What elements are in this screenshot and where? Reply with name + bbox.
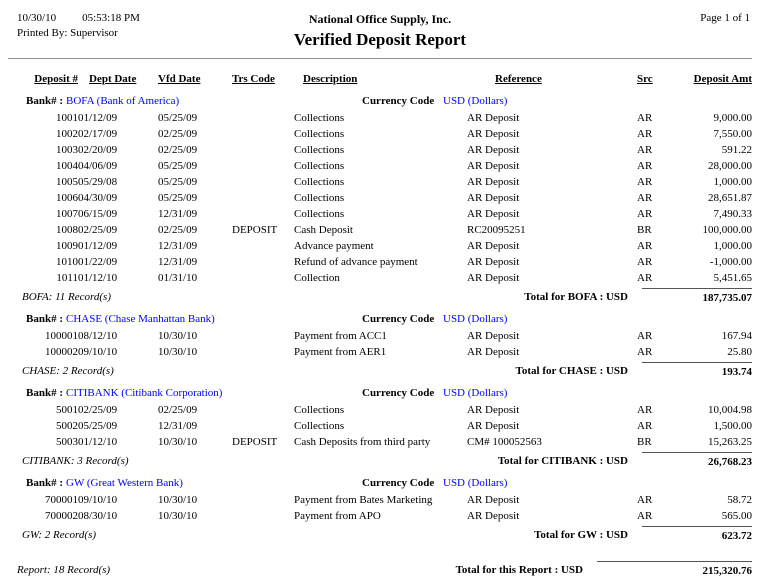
trs-code-cell xyxy=(232,206,294,222)
bank-subtotal-row xyxy=(8,452,752,471)
report-total-row xyxy=(8,561,752,580)
reference-cell: AR Deposit xyxy=(467,272,520,284)
bank-number-label: Bank# : xyxy=(26,387,63,399)
description-cell: Payment from AER1 xyxy=(294,346,387,358)
deposit-row xyxy=(8,126,752,142)
trs-code-cell xyxy=(232,418,294,434)
currency-code-value: USD (Dollars) xyxy=(443,95,508,107)
bank-number-label: Bank# : xyxy=(26,313,63,325)
trs-code-cell xyxy=(232,344,294,360)
vfd-date-cell: 10/30/10 xyxy=(158,330,198,342)
trs-code-cell xyxy=(232,508,294,524)
source-cell: BR xyxy=(637,224,652,236)
vfd-date-cell: 12/31/09 xyxy=(158,420,198,432)
description-cell: Collections xyxy=(294,176,345,188)
deposit-row xyxy=(8,344,752,360)
report-title: Verified Deposit Report xyxy=(293,30,467,49)
deposit-number-cell: 1004 xyxy=(56,160,78,172)
dept-date-cell: 04/30/09 xyxy=(78,192,118,204)
deposit-row xyxy=(8,222,752,238)
column-header-row xyxy=(8,72,752,90)
vfd-date-cell: 02/25/09 xyxy=(158,144,198,156)
deposit-row xyxy=(8,158,752,174)
dept-date-cell: 09/10/10 xyxy=(78,346,118,358)
bank-name: GW (Great Western Bank) xyxy=(66,477,183,489)
reference-cell: AR Deposit xyxy=(467,256,520,268)
deposit-number-cell: 700001 xyxy=(45,494,78,506)
source-cell: AR xyxy=(637,160,653,172)
currency-code-label: Currency Code xyxy=(362,313,435,325)
deposit-row xyxy=(8,328,752,344)
deposit-row xyxy=(8,434,752,450)
reference-cell: AR Deposit xyxy=(467,208,520,220)
source-cell: BR xyxy=(637,436,652,448)
deposit-row xyxy=(8,418,752,434)
deposit-row xyxy=(8,270,752,286)
amount-cell: -1,000.00 xyxy=(709,256,752,268)
amount-cell: 58.72 xyxy=(727,494,752,506)
vfd-date-cell: 10/30/10 xyxy=(158,510,198,522)
dept-date-cell: 04/06/09 xyxy=(78,160,118,172)
trs-code-cell xyxy=(232,254,294,270)
trs-code-cell xyxy=(232,492,294,508)
description-cell: Cash Deposits from third party xyxy=(294,436,431,448)
print-date: 10/30/10 xyxy=(17,12,57,24)
bank-total-label: Total for GW : USD xyxy=(534,529,628,541)
bank-record-count: BOFA: 11 Record(s) xyxy=(22,291,111,303)
vfd-date-cell: 05/25/09 xyxy=(158,112,198,124)
bank-subtotal-row xyxy=(8,362,752,381)
description-cell: Collections xyxy=(294,404,345,416)
bank-total-amount: 623.72 xyxy=(642,526,752,545)
dept-date-cell: 08/12/10 xyxy=(78,330,118,342)
amount-cell: 100,000.00 xyxy=(702,224,752,236)
trs-code-cell xyxy=(232,238,294,254)
vfd-date-cell: 12/31/09 xyxy=(158,240,198,252)
description-cell: Collections xyxy=(294,420,345,432)
source-cell: AR xyxy=(637,272,653,284)
trs-code-cell xyxy=(232,142,294,158)
bank-sections xyxy=(8,93,752,545)
vfd-date-cell: 10/30/10 xyxy=(158,494,198,506)
reference-cell: AR Deposit xyxy=(467,176,520,188)
column-header-deposit-num: Deposit # xyxy=(34,73,78,85)
amount-cell: 591.22 xyxy=(721,144,752,156)
amount-cell: 28,651.87 xyxy=(708,192,752,204)
deposit-row xyxy=(8,238,752,254)
amount-cell: 25.80 xyxy=(727,346,752,358)
description-cell: Collections xyxy=(294,128,345,140)
currency-code-label: Currency Code xyxy=(362,387,435,399)
bank-total-label: Total for BOFA : USD xyxy=(524,291,628,303)
deposit-number-cell: 5002 xyxy=(56,420,78,432)
company-name: National Office Supply, Inc. xyxy=(308,12,452,26)
description-cell: Payment from ACC1 xyxy=(294,330,387,342)
reference-cell: AR Deposit xyxy=(467,510,520,522)
reference-cell: AR Deposit xyxy=(467,494,520,506)
currency-code-label: Currency Code xyxy=(362,95,435,107)
source-cell: AR xyxy=(637,192,653,204)
trs-code-cell xyxy=(232,110,294,126)
deposit-row xyxy=(8,492,752,508)
bank-header-row xyxy=(8,311,752,328)
bank-total-amount: 26,768.23 xyxy=(642,452,752,471)
description-cell: Collections xyxy=(294,192,345,204)
deposit-number-cell: 5003 xyxy=(56,436,78,448)
source-cell: AR xyxy=(637,420,653,432)
deposit-number-cell: 100002 xyxy=(45,346,78,358)
deposit-row xyxy=(8,206,752,222)
page-number: Page 1 of 1 xyxy=(700,12,750,24)
vfd-date-cell: 05/25/09 xyxy=(158,176,198,188)
report-total-label: Total for this Report : USD xyxy=(455,564,583,576)
bank-record-count: GW: 2 Record(s) xyxy=(22,529,97,541)
amount-cell: 7,490.33 xyxy=(713,208,752,220)
dept-date-cell: 05/29/08 xyxy=(78,176,118,188)
deposit-number-cell: 1010 xyxy=(56,256,78,268)
deposit-number-cell: 1007 xyxy=(56,208,78,220)
dept-date-cell: 05/25/09 xyxy=(78,420,118,432)
amount-cell: 1,500.00 xyxy=(713,420,752,432)
deposit-number-cell: 1003 xyxy=(56,144,78,156)
source-cell: AR xyxy=(637,208,653,220)
print-time: 05:53:18 PM xyxy=(82,12,140,24)
vfd-date-cell: 10/30/10 xyxy=(158,436,198,448)
source-cell: AR xyxy=(637,404,653,416)
reference-cell: AR Deposit xyxy=(467,240,520,252)
bank-total-label: Total for CITIBANK : USD xyxy=(497,455,628,467)
deposit-number-cell: 1001 xyxy=(56,112,78,124)
deposit-number-cell: 1005 xyxy=(56,176,78,188)
amount-cell: 9,000.00 xyxy=(713,112,752,124)
column-header-dept-date: Dept Date xyxy=(89,73,137,85)
column-header-src: Src xyxy=(637,73,653,85)
dept-date-cell: 08/30/10 xyxy=(78,510,118,522)
deposit-row xyxy=(8,174,752,190)
trs-code-cell xyxy=(232,402,294,418)
trs-code-cell: DEPOSIT xyxy=(232,436,278,448)
source-cell: AR xyxy=(637,330,653,342)
dept-date-cell: 02/25/09 xyxy=(78,224,118,236)
header-divider xyxy=(8,58,752,59)
bank-rows xyxy=(8,110,752,286)
reference-cell: AR Deposit xyxy=(467,420,520,432)
currency-code-label: Currency Code xyxy=(362,477,435,489)
reference-cell: AR Deposit xyxy=(467,346,520,358)
deposit-number-cell: 100001 xyxy=(45,330,78,342)
description-cell: Advance payment xyxy=(294,240,374,252)
source-cell: AR xyxy=(637,256,653,268)
currency-code-value: USD (Dollars) xyxy=(443,387,508,399)
vfd-date-cell: 12/31/09 xyxy=(158,208,198,220)
bank-subtotal-row xyxy=(8,288,752,307)
description-cell: Payment from Bates Marketing xyxy=(294,494,433,506)
printed-by: Printed By: Supervisor xyxy=(17,27,118,39)
bank-total-label: Total for CHASE : USD xyxy=(515,365,628,377)
amount-cell: 5,451.65 xyxy=(713,272,752,284)
description-cell: Collections xyxy=(294,208,345,220)
amount-cell: 167.94 xyxy=(721,330,752,342)
reference-cell: AR Deposit xyxy=(467,192,520,204)
bank-header-row xyxy=(8,475,752,492)
dept-date-cell: 01/12/10 xyxy=(78,436,118,448)
source-cell: AR xyxy=(637,144,653,156)
source-cell: AR xyxy=(637,494,653,506)
vfd-date-cell: 02/25/09 xyxy=(158,404,198,416)
vfd-date-cell: 10/30/10 xyxy=(158,346,198,358)
vfd-date-cell: 12/31/09 xyxy=(158,256,198,268)
trs-code-cell xyxy=(232,126,294,142)
deposit-row xyxy=(8,142,752,158)
vfd-date-cell: 05/25/09 xyxy=(158,192,198,204)
bank-header-row xyxy=(8,93,752,110)
amount-cell: 1,000.00 xyxy=(713,240,752,252)
bank-header-row xyxy=(8,385,752,402)
reference-cell: AR Deposit xyxy=(467,112,520,124)
deposit-number-cell: 1011 xyxy=(56,272,78,284)
amount-cell: 28,000.00 xyxy=(708,160,752,172)
amount-cell: 7,550.00 xyxy=(713,128,752,140)
dept-date-cell: 01/22/09 xyxy=(78,256,118,268)
bank-name: CITIBANK (Citibank Corporation) xyxy=(66,387,223,399)
description-cell: Payment from APO xyxy=(294,510,381,522)
bank-name: CHASE (Chase Manhattan Bank) xyxy=(66,313,215,325)
bank-total-amount: 193.74 xyxy=(642,362,752,381)
deposit-number-cell: 1006 xyxy=(56,192,78,204)
dept-date-cell: 09/10/10 xyxy=(78,494,118,506)
description-cell: Collection xyxy=(294,272,340,284)
bank-section xyxy=(8,385,752,471)
bank-subtotal-row xyxy=(8,526,752,545)
report-total-amount: 215,320.76 xyxy=(597,561,752,580)
reference-cell: AR Deposit xyxy=(467,128,520,140)
dept-date-cell: 02/17/09 xyxy=(78,128,118,140)
currency-code-value: USD (Dollars) xyxy=(443,477,508,489)
amount-cell: 565.00 xyxy=(721,510,752,522)
source-cell: AR xyxy=(637,240,653,252)
vfd-date-cell: 01/31/10 xyxy=(158,272,198,284)
description-cell: Collections xyxy=(294,144,345,156)
dept-date-cell: 06/15/09 xyxy=(78,208,118,220)
vfd-date-cell: 05/25/09 xyxy=(158,160,198,172)
dept-date-cell: 02/25/09 xyxy=(78,404,118,416)
amount-cell: 15,263.25 xyxy=(708,436,752,448)
trs-code-cell xyxy=(232,270,294,286)
source-cell: AR xyxy=(637,128,653,140)
deposit-row xyxy=(8,190,752,206)
bank-record-count: CITIBANK: 3 Record(s) xyxy=(22,455,129,467)
bank-rows xyxy=(8,492,752,524)
reference-cell: AR Deposit xyxy=(467,144,520,156)
deposit-row xyxy=(8,402,752,418)
bank-section xyxy=(8,311,752,381)
deposit-number-cell: 1008 xyxy=(56,224,78,236)
reference-cell: AR Deposit xyxy=(467,404,520,416)
page-header xyxy=(8,12,752,50)
bank-total-amount: 187,735.07 xyxy=(642,288,752,307)
deposit-row xyxy=(8,508,752,524)
trs-code-cell xyxy=(232,158,294,174)
reference-cell: RC20095251 xyxy=(467,224,526,236)
vfd-date-cell: 02/25/09 xyxy=(158,224,198,236)
amount-cell: 10,004.98 xyxy=(708,404,752,416)
bank-name: BOFA (Bank of America) xyxy=(66,95,180,107)
deposit-number-cell: 1002 xyxy=(56,128,78,140)
column-header-deposit-amt: Deposit Amt xyxy=(693,73,752,85)
description-cell: Collections xyxy=(294,112,345,124)
description-cell: Cash Deposit xyxy=(294,224,353,236)
bank-number-label: Bank# : xyxy=(26,477,63,489)
deposit-number-cell: 5001 xyxy=(56,404,78,416)
column-header-trs-code: Trs Code xyxy=(232,73,275,85)
vfd-date-cell: 02/25/09 xyxy=(158,128,198,140)
description-cell: Refund of advance payment xyxy=(294,256,418,268)
dept-date-cell: 01/12/10 xyxy=(78,272,118,284)
bank-section xyxy=(8,475,752,545)
source-cell: AR xyxy=(637,510,653,522)
dept-date-cell: 01/12/09 xyxy=(78,240,118,252)
bank-number-label: Bank# : xyxy=(26,95,63,107)
deposit-row xyxy=(8,254,752,270)
report-record-count: Report: 18 Record(s) xyxy=(17,564,111,576)
dept-date-cell: 02/20/09 xyxy=(78,144,118,156)
reference-cell: AR Deposit xyxy=(467,330,520,342)
reference-cell: AR Deposit xyxy=(467,160,520,172)
deposit-number-cell: 700002 xyxy=(45,510,78,522)
bank-rows xyxy=(8,402,752,450)
trs-code-cell xyxy=(232,190,294,206)
trs-code-cell xyxy=(232,328,294,344)
description-cell: Collections xyxy=(294,160,345,172)
currency-code-value: USD (Dollars) xyxy=(443,313,508,325)
column-header-vfd-date: Vfd Date xyxy=(158,73,201,85)
amount-cell: 1,000.00 xyxy=(713,176,752,188)
source-cell: AR xyxy=(637,346,653,358)
trs-code-cell: DEPOSIT xyxy=(232,224,278,236)
dept-date-cell: 01/12/09 xyxy=(78,112,118,124)
column-header-reference: Reference xyxy=(495,73,542,85)
deposit-row xyxy=(8,110,752,126)
bank-section xyxy=(8,93,752,307)
column-header-description: Description xyxy=(303,73,358,85)
deposit-number-cell: 1009 xyxy=(56,240,78,252)
source-cell: AR xyxy=(637,176,653,188)
bank-rows xyxy=(8,328,752,360)
source-cell: AR xyxy=(637,112,653,124)
bank-record-count: CHASE: 2 Record(s) xyxy=(22,365,114,377)
reference-cell: CM# 100052563 xyxy=(467,436,542,448)
trs-code-cell xyxy=(232,174,294,190)
